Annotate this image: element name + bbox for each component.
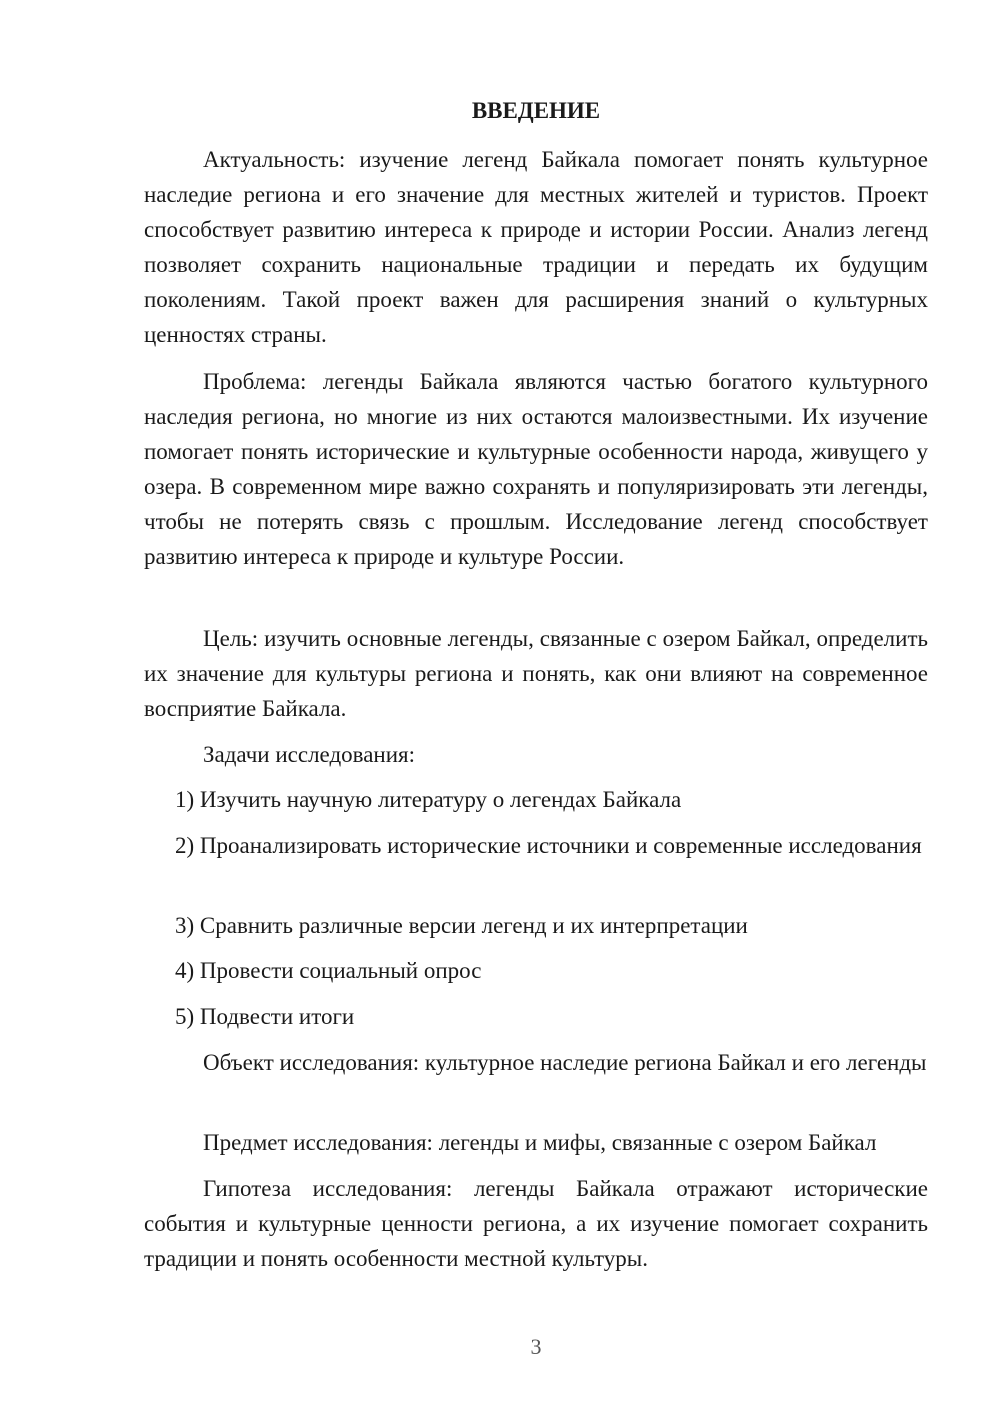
task-item-2: 2) Проанализировать исторические источники и современные исследования [175, 833, 922, 858]
section-heading: ВВЕДЕНИЕ [471, 98, 601, 123]
research-object-paragraph: Объект исследования: культурное наследие региона Байкал и его легенды [203, 1050, 927, 1075]
research-subject-paragraph: Предмет исследования: легенды и мифы, связанные с озером Байкал [203, 1130, 877, 1155]
hypothesis-paragraph: Гипотеза исследования: легенды Байкала отражают исторические события и культурные ценности региона, а их изучение помогает сохранить традиции и понять особенности местной культуры. [144, 1176, 928, 1271]
task-item-5: 5) Подвести итоги [175, 1004, 355, 1029]
task-item-3: 3) Сравнить различные версии легенд и их интерпретации [175, 913, 748, 938]
problem-paragraph: Проблема: легенды Байкала являются частью богатого культурного наследия региона, но многие из них остаются малоизвестными. Их изучение помогает понять исторические и культурные особенности народа, живущего у озера. В современном мире важно сохранять и популяризировать эти легенды, чтобы не потерять связь с прошлым. Исследование легенд способствует развитию интереса к природе и культуре России. [144, 369, 928, 569]
task-item-4: 4) Провести социальный опрос [175, 958, 482, 983]
goal-paragraph: Цель: изучить основные легенды, связанные с озером Байкал, определить их значение для культуры региона и понять, как они влияют на современное восприятие Байкала. [144, 626, 928, 721]
relevance-paragraph: Актуальность: изучение легенд Байкала помогает понять культурное наследие региона и его значение для местных жителей и туристов. Проект способствует развитию интереса к природе и истории России. Анализ легенд позволяет сохранить национальные традиции и передать их будущим поколениям. Такой проект важен для расширения знаний о культурных ценностях страны. [144, 147, 928, 347]
tasks-heading: Задачи исследования: [203, 742, 416, 767]
page-number: 3 [530, 1334, 542, 1359]
task-item-1: 1) Изучить научную литературу о легендах Байкала [175, 787, 682, 812]
